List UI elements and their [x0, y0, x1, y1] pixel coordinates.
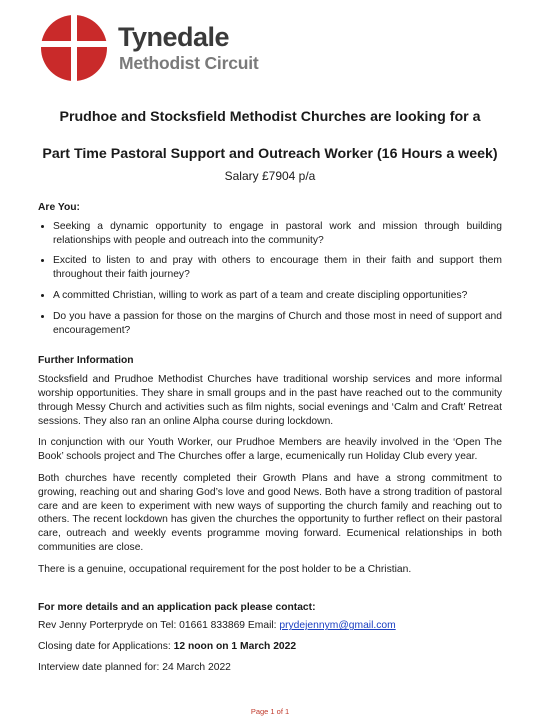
closing-date-value: 12 noon on 1 March 2022 — [173, 641, 297, 653]
logo-subtitle: Methodist Circuit — [119, 53, 259, 73]
circuit-logo — [40, 14, 259, 84]
further-information-section — [38, 354, 502, 576]
paragraph: There is a genuine, occupational requirement for the post holder to be a Christian. — [38, 563, 412, 575]
closing-date-line — [38, 640, 502, 654]
list-item: • Do you have a passion for those on the margins of Church and those most in need of support and encouragement? — [53, 310, 502, 338]
contact-heading: For more details and an application pack please contact: — [38, 601, 316, 613]
list-item: • A committed Christian, willing to work as part of a team and create discipling opportunities? — [53, 289, 502, 303]
paragraph: Stocksfield and Prudhoe Methodist Churches have traditional worship services and more informal worship opportunities. They share in small groups and in the past have reached out to the community through Messy Church and activities such as film nights, social evenings and ‘Calm and Craft’ Retreat sessions. They also ran an online Alpha course during lockdown. — [38, 374, 502, 427]
document-body — [38, 201, 502, 682]
contact-section — [38, 601, 502, 675]
contact-person: Rev Jenny Porterpryde on Tel: 01661 833869 Email: — [38, 620, 280, 632]
salary: Salary £7904 p/a — [224, 169, 316, 183]
interview-date-line: Interview date planned for: 24 March 2022 — [38, 661, 231, 673]
headline-job-title: Part Time Pastoral Support and Outreach Worker (16 Hours a week) — [42, 146, 498, 162]
page-number: Page 1 of 1 — [250, 707, 290, 716]
paragraph: Both churches have recently completed their Growth Plans and have a strong commitment to growing, reaching out and sharing God’s love and good News. Both have a strong tradition of pastoral care and are keen to experiment with new ways of supporting the church family and reaching out to others. The recent lockdown has given the churches the opportunity to further reflect on their pastoral care, outreach and weekly events programme moving forward. Ecumenical relationships in both communities are close. — [38, 472, 502, 553]
logo-name: Tynedale — [118, 22, 230, 52]
methodist-cross-logo-icon — [40, 14, 108, 82]
list-item: • Excited to listen to and pray with others to encourage them in their faith and support them throughout their faith journey? — [53, 254, 502, 282]
further-information-heading: Further Information — [38, 355, 134, 367]
closing-date-label: Closing date for Applications: — [38, 641, 174, 653]
are-you-heading: Are You: — [38, 202, 80, 213]
email-link[interactable]: prydejennym@gmail.com — [279, 620, 396, 632]
headline-line-1: Prudhoe and Stocksfield Methodist Churches are looking for a — [59, 109, 481, 125]
contact-line — [38, 619, 502, 633]
paragraph: In conjunction with our Youth Worker, our Prudhoe Members are heavily involved in the ‘Open The Book’ schools project and The Churches offer a large, ecumenically run Holiday Club every year. — [38, 437, 502, 463]
are-you-list — [38, 220, 502, 338]
list-item: • Seeking a dynamic opportunity to engage in pastoral work and mission through building relationships with people and outreach into the community? — [53, 220, 502, 248]
